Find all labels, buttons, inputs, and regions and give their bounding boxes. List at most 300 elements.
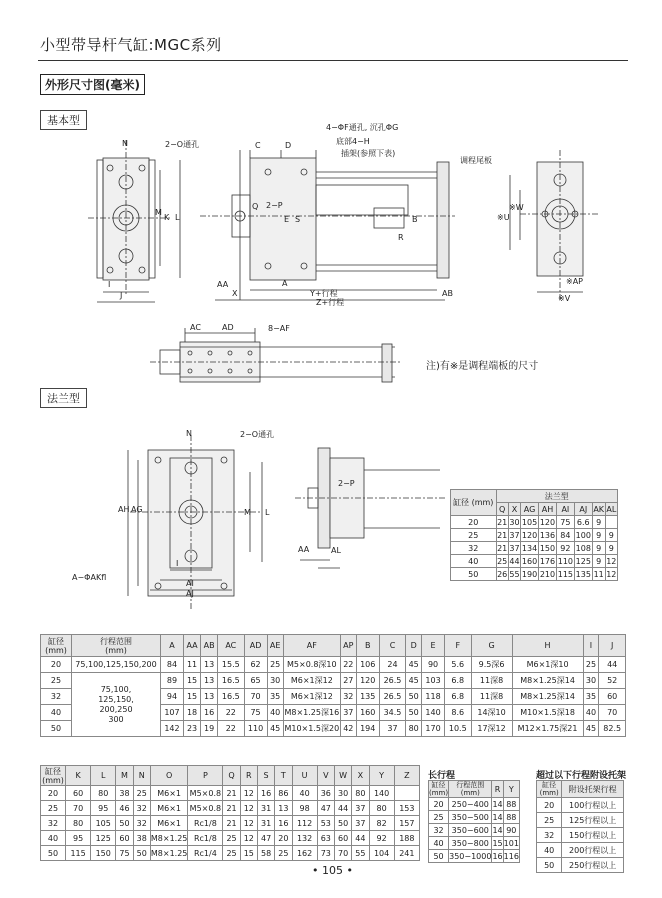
table-cell: D (406, 635, 422, 657)
table-cell: 60 (334, 831, 351, 846)
table-cell: 75 (244, 705, 267, 721)
table-cell: 140 (422, 705, 445, 721)
table-cell: 135 (575, 569, 591, 579)
table-cell: AI (556, 503, 574, 516)
table-cell: 行程范围 (mm) (72, 635, 161, 657)
table-cell: 150 (91, 846, 116, 861)
table-cell: 38 (133, 831, 150, 846)
flange-th-group: 法兰型 (496, 490, 617, 503)
table-cell: F (445, 635, 472, 657)
table-cell: 40 (41, 831, 66, 846)
table-cell: 32 (451, 542, 497, 555)
table-cell: G (471, 635, 512, 657)
table-cell: M8×1.25深14 (512, 673, 583, 689)
table-cell: 46 (116, 801, 133, 816)
table-cell: 25 (537, 813, 562, 828)
section-flange-heading: 法兰型 (40, 388, 87, 408)
table-cell: AB (201, 635, 218, 657)
table-cell: 22 (340, 657, 356, 673)
table-cell: 缸径 (mm) (41, 635, 72, 657)
table-cell: M6×1深12 (283, 673, 340, 689)
table-cell: 70 (66, 801, 91, 816)
table-cell: C (379, 635, 406, 657)
table-cell: 15 (492, 838, 503, 848)
table-cell: 136 (539, 530, 556, 540)
label-o-hole: 2−O通孔 (165, 140, 200, 149)
table-cell: 8.6 (445, 705, 472, 721)
table-cell: M5×0.8 (188, 786, 223, 801)
label-c: C (255, 141, 261, 150)
table-cell: 32 (133, 816, 150, 831)
table-cell: 21 (497, 517, 508, 527)
table-cell: 20 (451, 516, 497, 529)
table-cell: 188 (394, 831, 419, 846)
table-header-row (41, 635, 626, 657)
basic-side-view (200, 150, 455, 300)
table-cell: 47 (317, 801, 334, 816)
label-r: R (398, 233, 404, 242)
table-cell: 25 (41, 801, 66, 816)
table-cell: 86 (275, 786, 292, 801)
table-cell: 73 (317, 846, 334, 861)
table-cell: 350−500 (449, 811, 492, 824)
table-cell: 65 (244, 673, 267, 689)
label-y-stroke: Y+行程 (310, 289, 338, 298)
table-cell: 50 (41, 721, 72, 737)
table-cell: 25 (451, 529, 497, 542)
table-cell: 80 (91, 786, 116, 801)
table-cell: 120 (539, 517, 556, 527)
table-cell: 84 (556, 529, 574, 542)
table-cell: 12 (240, 816, 257, 831)
table-cell: 63 (317, 831, 334, 846)
table-cell: 45 (267, 721, 283, 737)
table-cell: 75 (116, 846, 133, 861)
label-ap: ※AP (566, 277, 583, 286)
basic-top-view (150, 328, 400, 382)
table-cell: 37 (352, 816, 369, 831)
table-cell: 25 (275, 846, 292, 861)
table-cell: 16.5 (218, 673, 245, 689)
table-cell: M12×1.75深21 (512, 721, 583, 737)
table-cell: 90 (422, 657, 445, 673)
table-cell: 55 (352, 846, 369, 861)
table-cell: 50 (116, 816, 133, 831)
table-cell: I (583, 635, 599, 657)
table-cell: 15 (240, 846, 257, 861)
table-cell: L (91, 766, 116, 786)
table-cell: 106 (356, 657, 379, 673)
table-cell: A (161, 635, 184, 657)
table-cell: 45 (406, 657, 422, 673)
table-cell: AD (244, 635, 267, 657)
drawing-shape (382, 344, 392, 382)
table-cell: AJ (574, 503, 592, 516)
table-cell: 12 (240, 786, 257, 801)
table-cell: K (66, 766, 91, 786)
label-w: ※W (509, 203, 524, 212)
table-cell: Rc1/8 (188, 831, 223, 846)
label-z-stroke: Z+行程 (316, 298, 345, 307)
table-cell: 250−400 (449, 798, 492, 811)
section-dimensions-heading: 外形尺寸图(毫米) (40, 74, 145, 95)
flange-label-aa: AA (298, 545, 310, 554)
drawing-shape (97, 160, 103, 278)
table-cell: 50 (41, 846, 66, 861)
table-cell: 103 (422, 673, 445, 689)
table-cell: 80 (406, 721, 422, 737)
table-cell: S (257, 766, 274, 786)
table-cell: 84 (161, 657, 184, 673)
table-cell: 241 (394, 846, 419, 861)
drawing-shape (316, 185, 408, 215)
table-cell: 6.8 (445, 689, 472, 705)
table-cell: M5×0.8 (188, 801, 223, 816)
flange-label-ag: AG (131, 505, 143, 514)
table-cell: 27 (340, 673, 356, 689)
table-cell: 50 (406, 705, 422, 721)
table-cell: M6×1 (150, 801, 188, 816)
table-cell: 55 (509, 569, 520, 579)
label-ac: AC (190, 323, 201, 332)
table-cell: 350−1000 (449, 851, 492, 861)
table-cell: V (317, 766, 334, 786)
table-cell: 105 (521, 517, 538, 527)
label-u: ※U (497, 213, 510, 222)
table-cell: 12 (240, 831, 257, 846)
table-row (537, 828, 624, 843)
table-cell: 115 (66, 846, 91, 861)
label-d: D (285, 141, 292, 150)
table-cell: 162 (292, 846, 317, 861)
table-cell: 9 (592, 542, 605, 555)
table-cell: 35 (267, 689, 283, 705)
table-cell: 36 (317, 786, 334, 801)
table-cell: 9.5深6 (471, 657, 512, 673)
table-cell: 37 (340, 705, 356, 721)
table-cell: 100行程以上 (562, 798, 624, 813)
table-cell: M6×1 (150, 786, 188, 801)
table-cell: 37 (509, 530, 520, 540)
table-cell: 125 (575, 556, 591, 566)
table-cell: 11深8 (471, 673, 512, 689)
flange-label-l: L (265, 508, 270, 517)
table-cell: B (356, 635, 379, 657)
table-cell: 44 (599, 657, 626, 673)
table-cell: 37 (379, 721, 406, 737)
table-cell: 47 (257, 831, 274, 846)
table-cell: 40 (583, 705, 599, 721)
table-cell: M8×1.25 (150, 831, 188, 846)
table-cell (605, 516, 617, 529)
label-aa: AA (217, 280, 229, 289)
table-cell: 100 (575, 530, 591, 540)
table-cell: 88 (503, 798, 519, 811)
table-cell: 9 (592, 516, 605, 529)
label-m: M (155, 208, 162, 217)
table-cell: AH (539, 503, 557, 516)
label-f-hole: 4−ΦF通孔, 沉孔ΦG (326, 123, 399, 132)
table-cell: M (116, 766, 133, 786)
table-cell: 30 (267, 673, 283, 689)
basic-end-view (510, 150, 600, 300)
table-cell: 190 (521, 569, 538, 579)
table-cell: 15 (183, 673, 200, 689)
label-k: K (164, 213, 170, 222)
table-cell: 40 (537, 843, 562, 858)
flange-th-bore: 缸径 (mm) (451, 490, 497, 516)
table-cell: 118 (422, 689, 445, 705)
adjustment-note: 注)有※是调程端板的尺寸 (426, 361, 539, 372)
table-cell: 13 (201, 689, 218, 705)
table-cell: 14 (492, 812, 503, 822)
table-row (451, 529, 618, 542)
table-cell: AF (283, 635, 340, 657)
table-cell: 20 (275, 831, 292, 846)
table-cell: 25 (133, 786, 150, 801)
table-cell: 250行程以上 (562, 858, 624, 873)
table-cell: 104 (369, 846, 394, 861)
table-row (41, 831, 420, 846)
table-cell: 12 (606, 556, 617, 566)
table-cell: M6×1深12 (283, 689, 340, 705)
table-cell: 9 (592, 529, 605, 542)
main-dimension-table (40, 634, 626, 737)
table-cell: 50 (334, 816, 351, 831)
table-cell: Z (394, 766, 419, 786)
table-cell: 37 (352, 801, 369, 816)
table-cell: 160 (356, 705, 379, 721)
table-cell: 44 (509, 556, 520, 566)
table-cell: 194 (356, 721, 379, 737)
table-cell: 20 (429, 798, 449, 811)
table-cell: 120 (521, 530, 538, 540)
table-cell: 21 (223, 786, 240, 801)
table-cell: 132 (292, 831, 317, 846)
table-cell: M6×1深10 (512, 657, 583, 673)
table-cell: J (599, 635, 626, 657)
table-cell: 50 (451, 568, 497, 581)
table-cell: R (492, 781, 503, 798)
table-cell: 108 (575, 543, 591, 553)
table-cell: 50 (429, 850, 449, 863)
table-cell: 52 (599, 673, 626, 689)
table-cell: 92 (556, 542, 574, 555)
table-cell: X (352, 766, 369, 786)
table-cell: M8×1.25深14 (512, 689, 583, 705)
table-cell: 19 (201, 721, 218, 737)
table-cell: 120 (356, 673, 379, 689)
bracket-table (536, 780, 624, 873)
table-cell: 32 (133, 801, 150, 816)
table-header-row (451, 490, 618, 503)
table-cell: Q (223, 766, 240, 786)
table-cell: 25 (267, 657, 283, 673)
flange-label-ah: AH (118, 505, 130, 514)
table-cell: 80 (352, 786, 369, 801)
long-stroke-table (428, 780, 520, 863)
table-cell: 18 (183, 705, 200, 721)
table-cell: 50 (406, 689, 422, 705)
kz-dimension-table (40, 765, 420, 861)
table-cell: 缸径 (mm) (429, 781, 449, 797)
table-cell: 21 (497, 543, 508, 553)
table-cell: 200行程以上 (562, 843, 624, 858)
table-cell: 24 (379, 657, 406, 673)
table-cell: 21 (223, 816, 240, 831)
table-cell: 32 (429, 824, 449, 837)
label-i: I (108, 280, 111, 289)
page-title: 小型带导杆气缸:MGC系列 (40, 36, 222, 54)
flange-front-view (128, 435, 262, 610)
table-cell: 16 (492, 851, 503, 861)
table-header-row (41, 766, 420, 786)
table-header-row (537, 781, 624, 798)
table-cell: 9 (605, 542, 617, 555)
table-cell: 16.5 (218, 689, 245, 705)
table-cell: 75,100, 125,150, 200,250 300 (72, 673, 161, 737)
label-bottom-h: 底部4−H (336, 137, 370, 146)
table-cell: 31 (257, 801, 274, 816)
table-cell: 14 (492, 799, 503, 809)
table-cell: Q (496, 503, 508, 516)
table-cell: 16 (257, 786, 274, 801)
table-cell: 25 (583, 657, 599, 673)
table-cell: 11深8 (471, 689, 512, 705)
table-cell: P (188, 766, 223, 786)
table-cell: 350−600 (449, 824, 492, 837)
flange-label-two-p: 2−P (338, 479, 355, 488)
flange-dimension-table (450, 489, 618, 581)
table-cell: 125行程以上 (562, 813, 624, 828)
label-af: 8−AF (268, 324, 290, 333)
table-cell: 107 (161, 705, 184, 721)
table-cell: R (240, 766, 257, 786)
table-cell: Y (369, 766, 394, 786)
flange-side-view (295, 448, 445, 568)
table-cell: 90 (503, 824, 519, 837)
table-cell: 135 (356, 689, 379, 705)
table-cell: 210 (539, 569, 556, 579)
table-cell: 9 (592, 555, 605, 568)
label-e: E (284, 215, 290, 224)
table-cell: AA (183, 635, 200, 657)
table-cell: AK (593, 504, 605, 514)
table-cell: 150 (539, 543, 556, 553)
long-stroke-caption: 长行程 (428, 771, 456, 781)
table-cell: 75,100,125,150,200 (72, 657, 161, 673)
table-cell: 25 (223, 846, 240, 861)
table-cell: 22 (218, 705, 245, 721)
table-cell: 110 (244, 721, 267, 737)
table-cell: 32 (41, 816, 66, 831)
label-ad: AD (222, 323, 234, 332)
table-cell: 32 (340, 689, 356, 705)
table-cell: 112 (292, 816, 317, 831)
table-cell: 行程范围 (mm) (449, 781, 492, 798)
flange-label-m: M (244, 508, 251, 517)
table-cell: AL (606, 504, 617, 514)
table-cell: 30 (509, 517, 520, 527)
table-cell: 115 (557, 569, 574, 579)
table-cell: 35 (583, 689, 599, 705)
table-cell: 30 (334, 786, 351, 801)
table-cell: 13 (275, 801, 292, 816)
flange-label-o-hole: 2−O通孔 (240, 430, 275, 439)
table-row (537, 798, 624, 813)
section-basic-heading: 基本型 (40, 110, 87, 130)
table-cell: 94 (161, 689, 184, 705)
table-cell: 20 (41, 657, 72, 673)
table-row (451, 568, 618, 581)
table-row (429, 811, 520, 824)
table-row (451, 542, 618, 555)
table-cell: 82 (369, 816, 394, 831)
label-n: N (122, 139, 128, 148)
table-cell: 26.5 (379, 673, 406, 689)
table-cell (394, 786, 419, 801)
table-cell: 105 (91, 816, 116, 831)
table-cell: M8×1.25 (150, 846, 188, 861)
table-cell: N (133, 766, 150, 786)
label-a: A (282, 279, 288, 288)
table-cell: 60 (116, 831, 133, 846)
table-cell: M6×1 (150, 816, 188, 831)
table-cell: 150行程以上 (562, 828, 624, 843)
table-cell: 16 (275, 816, 292, 831)
label-b: B (412, 215, 418, 224)
table-cell: 22 (218, 721, 245, 737)
table-cell: 92 (369, 831, 394, 846)
table-cell: 附设托架行程 (562, 781, 624, 798)
table-cell: 6.6 (574, 516, 592, 529)
table-cell: 44 (334, 801, 351, 816)
table-cell: 62 (244, 657, 267, 673)
table-cell: 37 (509, 543, 520, 553)
label-x: X (232, 289, 238, 298)
table-cell: W (334, 766, 351, 786)
table-cell: X (508, 503, 520, 516)
table-cell: 70 (244, 689, 267, 705)
table-cell: 170 (422, 721, 445, 737)
flange-label-i: I (176, 559, 179, 568)
table-cell: 350−800 (449, 837, 492, 850)
table-row (41, 801, 420, 816)
label-s: S (295, 215, 301, 224)
table-row (537, 858, 624, 873)
table-row (41, 657, 626, 673)
table-cell: 25 (497, 556, 508, 566)
drawing-shape (108, 122, 583, 333)
table-cell: 40 (292, 786, 317, 801)
table-cell: 12 (240, 801, 257, 816)
table-cell: O (150, 766, 188, 786)
table-cell: 70 (334, 846, 351, 861)
table-cell: 134 (521, 543, 538, 553)
table-cell: 20 (537, 798, 562, 813)
table-cell: 44 (352, 831, 369, 846)
table-cell: 60 (66, 786, 91, 801)
table-cell: 95 (91, 801, 116, 816)
table-row (41, 816, 420, 831)
table-cell: 140 (369, 786, 394, 801)
table-cell: M8×1.25深16 (283, 705, 340, 721)
drawing-shape (250, 158, 316, 280)
table-row (451, 516, 618, 529)
table-cell: 13 (201, 673, 218, 689)
table-cell: 82.5 (599, 721, 626, 737)
table-cell: 17深12 (471, 721, 512, 737)
